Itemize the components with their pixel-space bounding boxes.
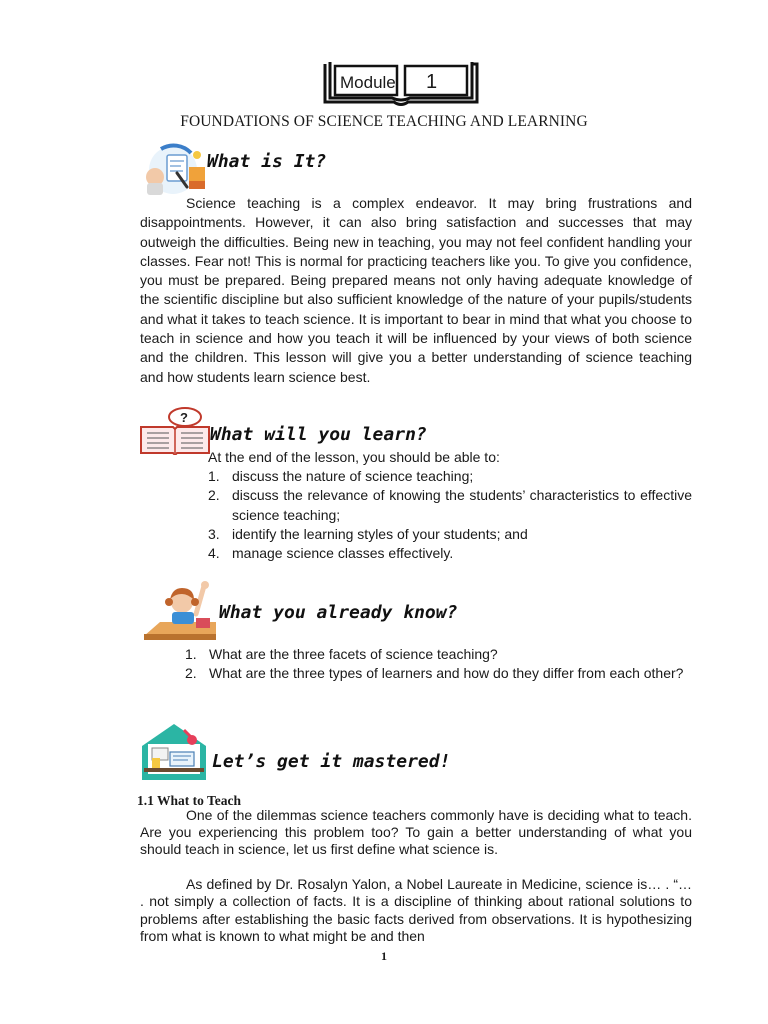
list-item: 2. What are the three types of learners and how do they differ from each other?	[185, 665, 684, 682]
what-is-it-paragraph	[140, 194, 692, 387]
list-item: 4. manage science classes effectively.	[208, 545, 454, 562]
what-to-teach-paragraph-2	[140, 876, 692, 945]
list-item: 1. discuss the nature of science teaching;	[208, 468, 474, 484]
module-number: 1	[426, 71, 438, 93]
document-title: FOUNDATIONS OF SCIENCE TEACHING AND LEARNING	[180, 113, 588, 130]
list-item: 1. What are the three facets of science teaching?	[185, 646, 498, 662]
what-to-teach-paragraph-1	[140, 807, 692, 857]
list-item: 3. identify the learning styles of your students; and	[208, 525, 528, 542]
section-heading-lets-get-it-mastered: Let’s get it mastered!	[212, 751, 451, 772]
subsection-title: 1.1 What to Teach	[137, 793, 242, 808]
section-heading-what-is-it: What is It?	[207, 151, 327, 172]
study-desk-icon	[140, 722, 208, 780]
section-heading-what-you-already-know: What you already know?	[219, 602, 458, 623]
already-know-list	[185, 645, 692, 684]
section-heading-what-will-you-learn: What will you learn?	[210, 424, 427, 445]
page-number: 1	[381, 949, 387, 963]
module-label: Module	[340, 73, 396, 92]
child-raising-hand-icon	[144, 580, 216, 642]
book-question-icon	[139, 407, 211, 455]
science-collage-icon	[143, 143, 209, 199]
learn-intro: At the end of the lesson, you should be able to:	[208, 449, 500, 465]
paragraph-text: As defined by Dr. Rosalyn Yalon, a Nobel Laureate in Medicine, science is… . “… . not simply a collection of facts. It is a discipline of thinking about rational solutions to problems after establishing the basic facts derived from observations. It is hypothesizing from what is known to what might be and then	[140, 876, 692, 944]
paragraph-text: One of the dilemmas science teachers commonly have is deciding what to teach. Are you experiencing this problem too? To gain a better understanding of what you should teach in science, let us first define what science is.	[140, 807, 692, 857]
svg-text:?: ?	[180, 410, 188, 425]
list-item: 2. discuss the relevance of knowing the students’ characteristics to effective science teaching;	[208, 487, 692, 523]
what-is-it-text: Science teaching is a complex endeavor. It may bring frustrations and disappointments. However, it can also bring satisfaction and successes that may outweigh the difficulties. Being new in teaching, you may not feel confident handling your classes. Fear not! This is normal for practicing teachers like you. To give you confidence, you must be prepared. Being prepared means not only having adequate knowledge of the scientific discipline but also sufficient knowledge of the nature of your pupils/students and what it takes to teach science. It is important to bear in mind that what you choose to teach in science and how you teach it will be influenced by your views of both science and the children. This lesson will give you a better understanding of science teaching and how students learn science best.	[140, 195, 692, 385]
learn-objectives-list	[208, 467, 692, 563]
